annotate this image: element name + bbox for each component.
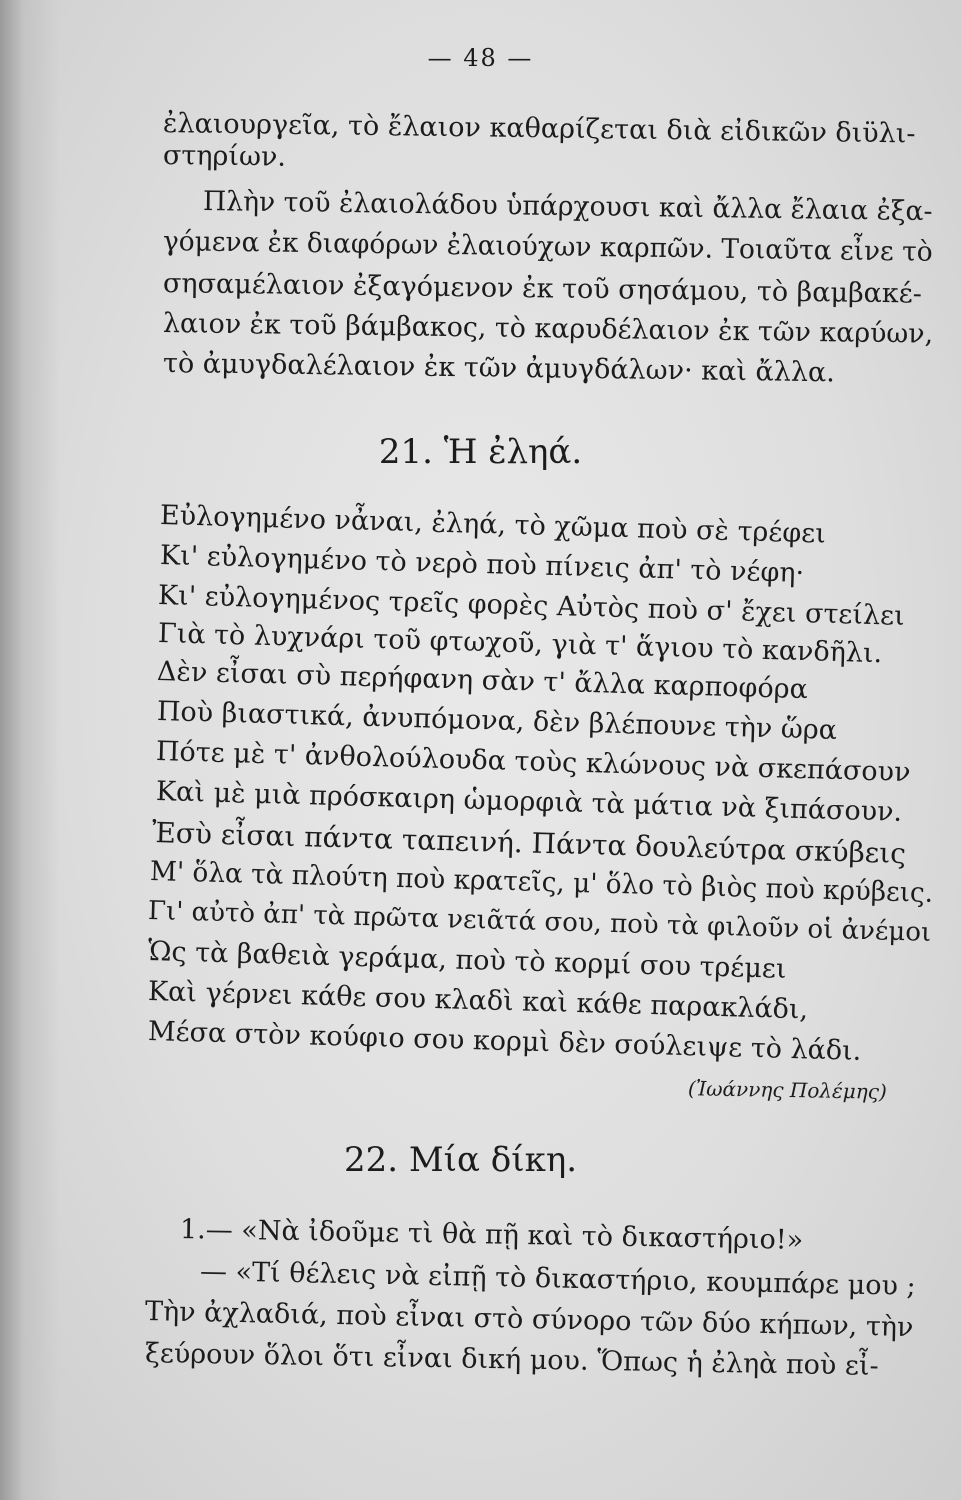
poem-line: Γιὰ τὸ λυχνάρι τοῦ φτωχοῦ, γιὰ τ' ἅγιου τὸ κανδῆλι. <box>157 618 883 670</box>
paragraph-line: Πλὴν τοῦ ἐλαιολάδου ὑπάρχουσι καὶ ἄλλα ἔλαια ἐξα- <box>202 186 933 228</box>
paragraph-line: 1.— «Νὰ ἰδοῦμε τὶ θὰ πῇ καὶ τὸ δικαστήριο!» <box>179 1214 804 1256</box>
paragraph-line: στηρίων. <box>162 140 287 173</box>
paragraph-line: ξεύρουν ὅλοι ὅτι εἶναι δική μου. Ὅπως ἡ ἐληὰ ποὺ εἶ- <box>144 1338 879 1382</box>
poem-line: Ὡς τὰ βαθειὰ γεράμα, ποὺ τὸ κορμί σου τρέμει <box>147 936 787 985</box>
paragraph-line: σησαμέλαιον ἐξαγόμενον ἐκ τοῦ σησάμου, τὸ βαμβακέ- <box>162 268 923 310</box>
poem-line: Κι' εὐλογημένο τὸ νερὸ ποὺ πίνεις ἀπ' τὸ νέφη· <box>159 540 805 589</box>
poem-line: Κι' εὐλογημένος τρεῖς φορὲς Αὐτὸς ποὺ σ' ἔχει στείλει <box>157 580 906 632</box>
page-gutter-shadow <box>0 0 60 1500</box>
poem-line: Καὶ γέρνει κάθε σου κλαδὶ καὶ κάθε παρακλάδι, <box>147 976 809 1026</box>
poem-attribution: (Ἰωάννης Πολέμης) <box>688 1076 888 1104</box>
poem-line: Μ' ὅλα τὰ πλούτη ποὺ κρατεῖς, μ' ὅλο τὸ βιὸς ποὺ κρύβεις. <box>149 856 934 909</box>
paragraph-line: Τὴν ἀχλαδιά, ποὺ εἶναι στὸ σύνορο τῶν δύο κήπων, τὴν <box>144 1296 914 1344</box>
poem-line: Ἐσὺ εἶσαι πάντα ταπεινή. Πάντα δουλεύτρα σκύβεις <box>151 816 907 871</box>
paragraph-line: λαιον ἐκ τοῦ βάμβακος, τὸ καρυδέλαιον ἐκ τῶν καρύων, <box>162 308 934 350</box>
section-heading: 22. Μία δίκη. <box>343 1140 578 1180</box>
poem-line: Μέσα στὸν κούφιο σου κορμὶ δὲν σούλειψε τὸ λάδι. <box>147 1016 862 1067</box>
poem-line: Γι' αὐτὸ ἀπ' τὰ πρῶτα νειᾶτά σου, ποὺ τὰ φιλοῦν οἱ ἀνέμοι <box>147 896 932 948</box>
poem-line: Εὐλογημένο νἆναι, ἐληά, τὸ χῶμα ποὺ σὲ τρέφει <box>159 500 827 550</box>
paragraph-line: γόμενα ἐκ διαφόρων ἐλαιούχων καρπῶν. Τοιαῦτα εἶνε τὸ <box>162 226 933 268</box>
page-number: — 48 — <box>427 44 534 72</box>
poem-line: Δὲν εἶσαι σὺ περήφανη σὰν τ' ἄλλα καρποφόρα <box>156 656 809 706</box>
paragraph-line: — «Τί θέλεις νὰ εἰπῇ τὸ δικαστήριο, κουμπάρε μου ; <box>199 1256 916 1302</box>
paragraph-line: τὸ ἀμυγδαλέλαιον ἐκ τῶν ἀμυγδάλων· καὶ ἄλλα. <box>162 348 836 389</box>
poem-line: Καὶ μὲ μιὰ πρόσκαιρη ὡμορφιὰ τὰ μάτια νὰ ξιπάσουν. <box>155 776 903 828</box>
paragraph-line: ἐλαιουργεῖα, τὸ ἔλαιον καθαρίζεται διὰ εἰδικῶν διϋλι- <box>162 108 916 150</box>
poem-line: Πότε μὲ τ' ἀνθολούλουδα τοὺς κλώνους νὰ σκεπάσουν <box>155 736 911 789</box>
poem-line: Ποὺ βιαστικά, ἀνυπόμονα, δὲν βλέπουνε τὴν ὥρα <box>156 696 838 746</box>
section-heading: 21. Ἡ ἐληά. <box>378 432 583 472</box>
